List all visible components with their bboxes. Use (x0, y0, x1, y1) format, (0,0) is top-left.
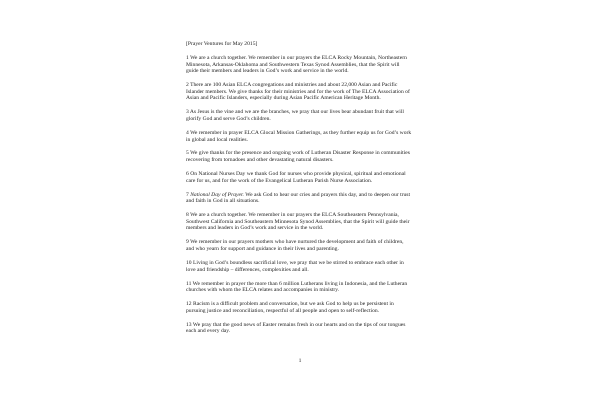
prayer-item-7 (186, 192, 412, 205)
prayer-item-11: 11 We remember in prayer the more than 6 million Lutherans living in Indonesia, and the Lutheran churches with whom the ELCA relates and accompanies in ministry. (186, 280, 408, 294)
document-body (186, 41, 412, 342)
prayer-item-7-title: National Day of Prayer. (190, 191, 244, 198)
prayer-item-2: 2 There are 100 Asian ELCA congregations and ministries and about 22,000 Asian and Pacific Islander members. We give thanks for their ministries and for the work of The ELCA Association of Asian and Pacific Islanders, especially during Asian Pacific American Heritage Month. (186, 82, 410, 102)
prayer-item-10: 10 Living in God’s boundless sacrificial love, we pray that we be stirred to embrace each other in love and friendship – differences, complexities and all. (186, 259, 404, 273)
prayer-item-5: 5 We give thanks for the presence and ongoing work of Lutheran Disaster Response in communities recovering from tornadoes and other devastating natural disasters. (186, 150, 410, 164)
prayer-item-6: 6 On National Nurses Day we thank God for nurses who provide physical, spiritual and emotional care for us, and for the work of the Evangelical Lutheran Parish Nurse Association. (186, 171, 406, 184)
prayer-item-7-text: We ask God to hear our cries and prayers this day, and to deepen our trust and faith in God in all situations. (186, 191, 411, 205)
prayer-item-4: 4 We remember in prayer ELCA Glocal Mission Gatherings, as they further equip us for God’s work in global and local realities. (186, 129, 412, 143)
prayer-item-3: 3 As Jesus is the vine and we are the branches, we pray that our lives bear abundant fruit that will glorify God and serve God’s children. (186, 109, 404, 122)
prayer-item-13: 13 We pray that the good news of Easter remains fresh in our hearts and on the tips of our tongues each and every day. (186, 321, 406, 335)
prayer-item-8: 8 We are a church together. We remember in our prayers the ELCA Southeastern Pennsylvania, Southwest California and Southeastern Minnesota Synod Assemblies, that the Spirit will guide their members and leaders in God’s work and service in the world. (186, 212, 410, 232)
document-heading: [Prayer Ventures for May 2015] (186, 41, 258, 47)
prayer-item-12: 12 Racism is a difficult problem and conversation, but we ask God to help us be persistent in pursuing justice and reconciliation, respectful of all people and open to self-reflection. (186, 301, 394, 314)
prayer-item-1: 1 We are a church together. We remember in our prayers the ELCA Rocky Mountain, Northeastern Minnesota, Arkansas-Oklahoma and Southwestern Texas Synod Assemblies, that the Spirit will guide their members and leaders in God’s work and service in the world. (186, 54, 407, 75)
prayer-item-9: 9 We remember in our prayers mothers who have nurtured the development and faith of children, and who yearn for support and guidance in their lives and parenting. (186, 239, 404, 252)
prayer-item-7-number: 7 (186, 191, 191, 198)
page-number: 1 (298, 358, 302, 364)
